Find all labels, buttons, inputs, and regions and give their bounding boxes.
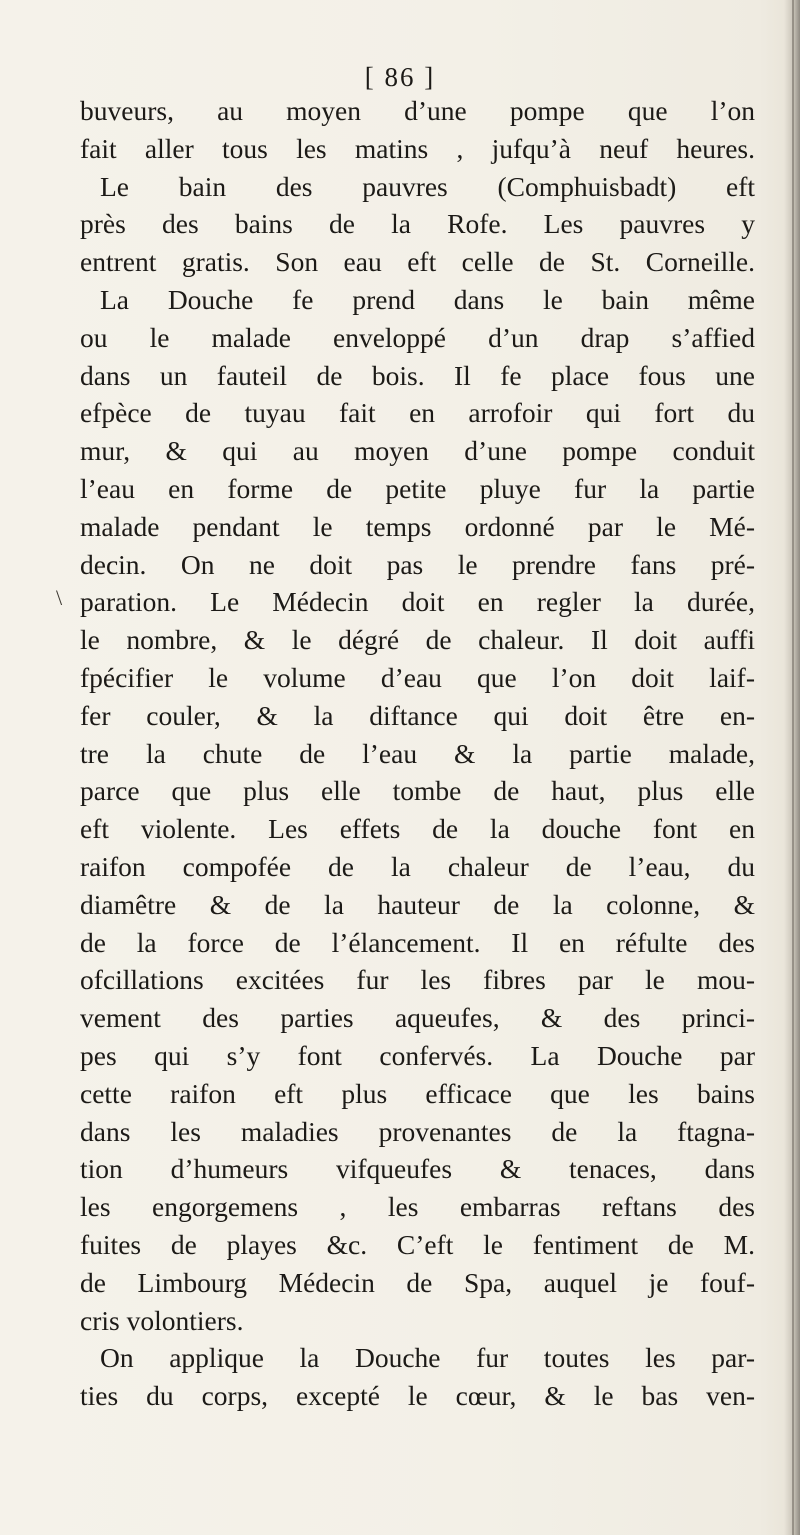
text-line: vement des parties aqueufes, & des princi- (80, 1002, 755, 1034)
text-line: raifon compofée de la chaleur de l’eau, du (80, 850, 755, 882)
text-line: ou le malade enveloppé d’un drap s’affied (80, 321, 755, 353)
text-line: fuites de playes &c. C’eft le fentiment de M. (80, 1228, 755, 1260)
text-line: l’eau en forme de petite pluye fur la partie (80, 472, 755, 504)
text-line: fpécifier le volume d’eau que l’on doit laif- (80, 661, 755, 693)
text-line: tion d’humeurs vifqueufes & tenaces, dans (80, 1153, 755, 1185)
body-text (80, 92, 755, 1415)
text-line: fait aller tous les matins , jufqu’à neuf heures. (80, 132, 755, 164)
text-line: pes qui s’y font confervés. La Douche par (80, 1039, 755, 1071)
text-line: ofcillations excitées fur les fibres par le mou- (80, 964, 755, 996)
text-line: les engorgemens , les embarras reftans des (80, 1191, 755, 1223)
text-line: efpèce de tuyau fait en arrofoir qui fort du (80, 397, 755, 429)
text-line: de Limbourg Médecin de Spa, auquel je fouf- (80, 1266, 755, 1298)
text-line: Le bain des pauvres (Comphuisbadt) eft (100, 170, 755, 202)
text-line: tre la chute de l’eau & la partie malade, (80, 737, 755, 769)
binding-edge (792, 0, 794, 1535)
text-line: entrent gratis. Son eau eft celle de St. Corneille. (80, 246, 755, 278)
text-line: buveurs, au moyen d’une pompe que l’on (80, 95, 755, 126)
text-line: On applique la Douche fur toutes les par- (100, 1342, 755, 1374)
text-line: decin. On ne doit pas le prendre fans pré- (80, 548, 755, 580)
text-line: dans un fauteil de bois. Il fe place fous une (80, 359, 755, 391)
margin-mark: \ (56, 585, 63, 610)
text-line: La Douche fe prend dans le bain même (100, 283, 755, 315)
text-line: cris volontiers. (80, 1304, 244, 1336)
text-line: de la force de l’élancement. Il en réfulte des (80, 926, 755, 958)
text-line: paration. Le Médecin doit en regler la durée, (80, 586, 755, 618)
text-line: ties du corps, excepté le cœur, & le bas ven- (80, 1380, 755, 1412)
text-line: eft violente. Les effets de la douche font en (80, 813, 755, 845)
text-line: fer couler, & la diftance qui doit être en- (80, 699, 755, 731)
text-line: parce que plus elle tombe de haut, plus elle (80, 775, 755, 807)
text-line: le nombre, & le dégré de chaleur. Il doit auffi (80, 624, 755, 656)
text-line: cette raifon eft plus efficace que les bains (80, 1077, 755, 1109)
text-line: malade pendant le temps ordonné par le Mé- (80, 510, 755, 542)
text-line: dans les maladies provenantes de la ftagna- (80, 1115, 755, 1147)
text-line: mur, & qui au moyen d’une pompe conduit (80, 435, 755, 467)
text-line: diamêtre & de la hauteur de la colonne, & (80, 888, 755, 920)
page-number: [ 86 ] (364, 62, 436, 92)
text-line: près des bains de la Rofe. Les pauvres y (80, 208, 755, 240)
